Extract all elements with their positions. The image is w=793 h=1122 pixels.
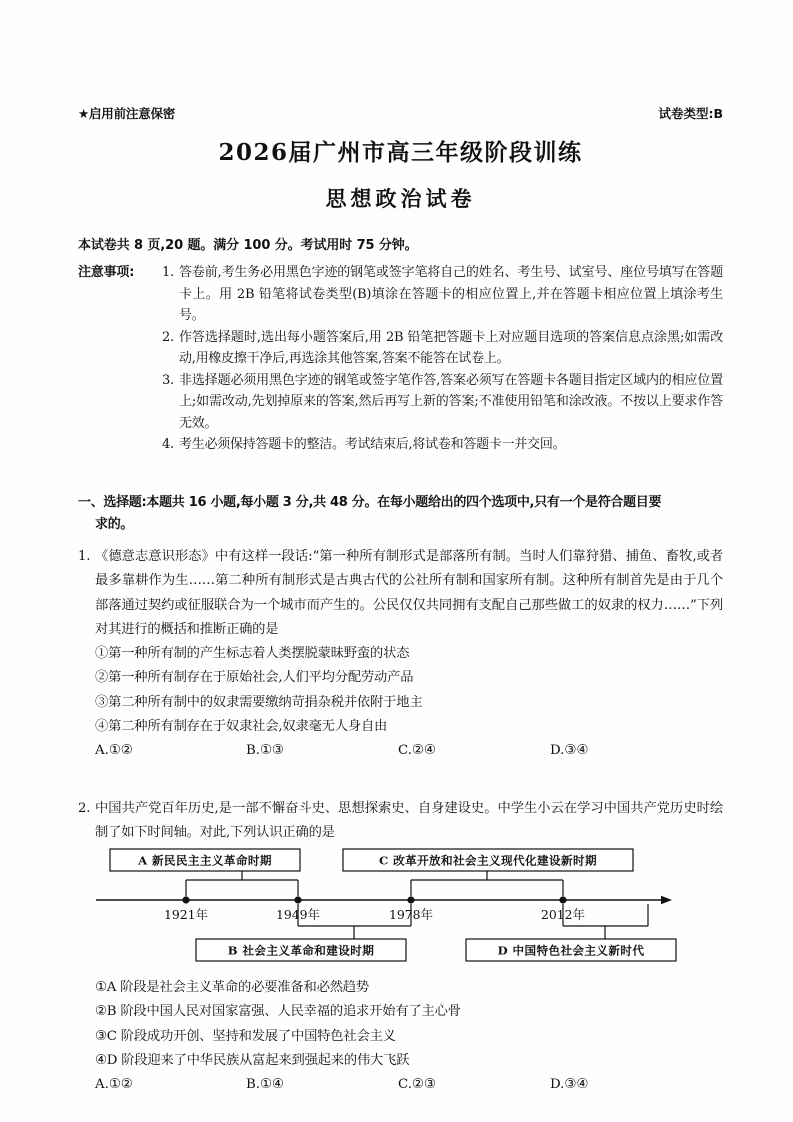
question-2-stem-text: 中国共产党百年历史,是一部不懈奋斗史、思想探索史、自身建设史。中学生小云在学习中国共产党历史时绘制了如下时间轴。对此,下列认识正确的是 bbox=[95, 801, 723, 841]
timeline-dot bbox=[559, 896, 566, 903]
timeline-svg bbox=[78, 845, 723, 973]
question-2-number: 2. bbox=[78, 801, 91, 816]
question-2-choices bbox=[78, 1073, 723, 1097]
instruction-number: 2. bbox=[162, 329, 174, 345]
question-1-choice-a[interactable]: A.①② bbox=[95, 743, 133, 759]
question-1-choice-d[interactable]: D.③④ bbox=[550, 743, 589, 759]
instructions-list bbox=[78, 262, 723, 456]
period-label-text: C 改革开放和社会主义现代化建设新时期 bbox=[379, 853, 597, 868]
question-2-options-block bbox=[78, 976, 723, 1097]
question-2-option-2: ②B 阶段中国人民对国家富强、人民幸福的追求开始有了主心骨 bbox=[95, 1004, 461, 1020]
section-heading-line2: 求的。 bbox=[95, 517, 134, 532]
question-2-choice-a[interactable]: A.①② bbox=[95, 1077, 133, 1093]
question-2-option-1: ①A 阶段是社会主义革命的必要准备和必然趋势 bbox=[95, 980, 369, 995]
instruction-number: 3. bbox=[162, 372, 174, 388]
question-1-option-3: ③第二种所有制中的奴隶需要缴纳苛捐杂税并依附于地主 bbox=[95, 694, 423, 710]
question-2-choice-b[interactable]: B.①④ bbox=[246, 1077, 284, 1093]
question-1-stem bbox=[78, 545, 723, 642]
page-header bbox=[78, 104, 723, 124]
instruction-text: 考生必须保持答题卡的整洁。考试结束后,将试卷和答题卡一并交回。 bbox=[179, 437, 566, 452]
question-1-choice-c[interactable]: C.②④ bbox=[398, 743, 436, 759]
instructions-block bbox=[78, 262, 723, 456]
period-label-text: D 中国特色社会主义新时代 bbox=[497, 943, 645, 958]
period-label-text: B 社会主义革命和建设时期 bbox=[227, 943, 375, 958]
confidential-notice: ★启用前注意保密 bbox=[78, 106, 176, 121]
subject-title: 思想政治试卷 bbox=[325, 187, 476, 211]
question-1-option-4: ④第二种所有制存在于奴隶社会,奴隶毫无人身自由 bbox=[95, 719, 388, 735]
question-2-stem bbox=[78, 797, 723, 846]
timeline-year-label: 1978年 bbox=[389, 907, 433, 922]
question-1 bbox=[78, 545, 723, 764]
question-1-option-1: ①第一种所有制的产生标志着人类摆脱蒙昧野蛮的状态 bbox=[95, 646, 410, 662]
timeline-dot bbox=[182, 896, 189, 903]
timeline-arrow-icon bbox=[661, 896, 672, 904]
question-2-option-3: ③C 阶段成功开创、坚持和发展了中国特色社会主义 bbox=[95, 1028, 396, 1044]
question-2-option-4: ④D 阶段迎来了中华民族从富起来到强起来的伟大飞跃 bbox=[95, 1052, 410, 1068]
instruction-text: 答卷前,考生务必用黑色字迹的钢笔或签字笔将自己的姓名、考生号、试室号、座位号填写在答题卡上。用 2B 铅笔将试卷类型(B)填涂在答题卡的相应位置上,并在答题卡相应位置上填涂考生号。 bbox=[179, 265, 723, 323]
period-label-text: A 新民民主主义革命时期 bbox=[138, 853, 272, 868]
question-1-choices bbox=[78, 739, 723, 763]
question-1-choice-b[interactable]: B.①③ bbox=[246, 743, 284, 759]
timeline-diagram bbox=[78, 845, 723, 973]
question-2-choice-d[interactable]: D.③④ bbox=[550, 1077, 589, 1093]
instructions-label: 注意事项: bbox=[78, 265, 135, 280]
question-1-stem-text: 《德意志意识形态》中有这样一段话:“第一种所有制形式是部落所有制。当时人们靠狩猎、捕鱼、畜牧,或者最多靠耕作为生……第二种所有制形式是古典古代的公社所有制和国家所有制。这种所有制首先是由于几个部落通过契约或征服联合为一个城市而产生的。公民仅仅共同拥有支配自己那些做工的奴隶的权力……”下列对其进行的概括和推断正确的是 bbox=[95, 549, 723, 637]
timeline-period-C bbox=[343, 849, 633, 896]
instruction-text: 作答选择题时,选出每小题答案后,用 2B 铅笔把答题卡上对应题目选项的答案信息点涂黑;如需改动,用橡皮擦干净后,再选涂其他答案,答案不能答在试卷上。 bbox=[179, 329, 723, 366]
instruction-item bbox=[162, 262, 723, 327]
timeline-year-label: 1921年 bbox=[164, 907, 208, 922]
section-heading bbox=[78, 492, 723, 536]
instruction-item bbox=[162, 327, 723, 370]
instruction-item bbox=[162, 370, 723, 435]
instruction-text: 非选择题必须用黑色字迹的钢笔或签字笔作答,答案必须写在答题卡各题目指定区域内的相应位置上;如需改动,先划掉原来的答案,然后再写上新的答案;不准使用铅笔和涂改液。不按以上要求作答无效。 bbox=[179, 372, 723, 431]
exam-title: 2026届广州市高三年级阶段训练 bbox=[218, 139, 583, 166]
timeline-dot bbox=[294, 896, 301, 903]
question-2-choice-c[interactable]: C.②③ bbox=[398, 1077, 436, 1093]
section-heading-line1: 一、选择题:本题共 16 小题,每小题 3 分,共 48 分。在每小题给出的四个选项中,只有一个是符合题目要 bbox=[78, 495, 662, 510]
timeline-dot bbox=[407, 896, 414, 903]
question-1-number: 1. bbox=[78, 549, 91, 564]
timeline-period-A bbox=[110, 849, 300, 896]
instruction-number: 1. bbox=[162, 265, 174, 280]
exam-meta-line: 本试卷共 8 页,20 题。满分 100 分。考试用时 75 分钟。 bbox=[78, 238, 418, 253]
paper-type-label: 试卷类型:B bbox=[658, 106, 723, 121]
instruction-item bbox=[162, 434, 723, 456]
question-1-option-2: ②第一种所有制存在于原始社会,人们平均分配劳动产品 bbox=[95, 670, 414, 686]
question-2 bbox=[78, 797, 723, 846]
timeline-year-label: 2012年 bbox=[541, 907, 585, 922]
instruction-number: 4. bbox=[162, 437, 174, 452]
timeline-year-label: 1949年 bbox=[276, 907, 320, 922]
